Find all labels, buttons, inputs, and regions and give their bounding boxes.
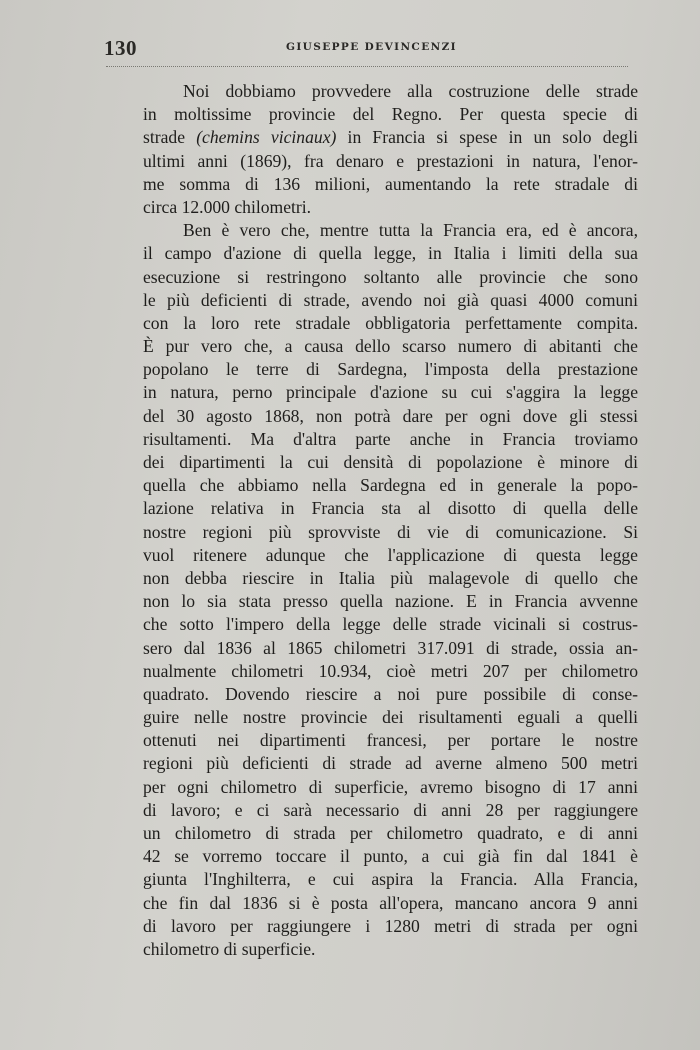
text-line: del 30 agosto 1868, non potrà dare per ogni dove gli stessi bbox=[143, 405, 638, 426]
text-line: 42 se vorremo toccare il punto, a cui già fin dal 1841 è bbox=[143, 846, 638, 867]
text-line: non lo sia stata presso quella nazione. E in Francia avvenne bbox=[143, 591, 638, 612]
text-line: di lavoro; e ci sarà necessario di anni 28 per raggiungere bbox=[143, 799, 638, 820]
body-text bbox=[103, 80, 638, 961]
text-line: dei dipartimenti la cui densità di popolazione è minore di bbox=[143, 452, 638, 472]
paragraph bbox=[103, 80, 638, 219]
text-line: quella che abbiamo nella Sardegna ed in generale la popo- bbox=[143, 475, 638, 496]
page-number: 130 bbox=[104, 36, 137, 60]
text-line bbox=[103, 126, 638, 149]
text-line: il campo d'azione di quella legge, in Italia i limiti della sua bbox=[143, 243, 638, 264]
text-line: non debba riescire in Italia più malagevole di quello che bbox=[143, 567, 638, 588]
text-line: regioni più deficienti di strade ad averne almeno 500 metri bbox=[143, 753, 638, 774]
italic-phrase: (chemins vicinaux) bbox=[196, 127, 337, 148]
text-line: È pur vero che, a causa dello scarso numero di abitanti che bbox=[143, 336, 638, 357]
text-line: in moltissime provincie del Regno. Per questa specie di bbox=[143, 104, 638, 125]
text-line: lazione relativa in Francia sta al disotto di quella delle bbox=[143, 498, 638, 519]
text-line: quadrato. Dovendo riescire a noi pure possibile di conse- bbox=[143, 683, 638, 704]
text-line: di lavoro per raggiungere i 1280 metri di strada per ogni bbox=[143, 915, 638, 936]
text-segment: in Francia si spese in un solo degli bbox=[336, 127, 638, 148]
text-line: risultamenti. Ma d'altra parte anche in Francia troviamo bbox=[143, 428, 638, 449]
text-line: per ogni chilometro di superficie, avremo bisogno di 17 anni bbox=[143, 776, 638, 797]
text-line: le più deficienti di strade, avendo noi già quasi 4000 comuni bbox=[143, 289, 638, 310]
text-line: popolano le terre di Sardegna, l'imposta della prestazione bbox=[143, 359, 638, 380]
text-line: che sotto l'impero della legge delle strade vicinali si costrus- bbox=[143, 614, 638, 635]
header-rule bbox=[106, 66, 628, 67]
text-line: circa 12.000 chilometri. bbox=[143, 196, 312, 217]
text-line: che fin dal 1836 si è posta all'opera, mancano ancora 9 anni bbox=[143, 892, 638, 913]
running-head: GIUSEPPE DEVINCENZI bbox=[286, 41, 457, 53]
text-line: chilometro di superficie. bbox=[143, 938, 316, 959]
text-line: un chilometro di strada per chilometro quadrato, e di anni bbox=[143, 823, 638, 843]
paragraph bbox=[103, 219, 638, 961]
text-line: nostre regioni più sprovviste di vie di comunicazione. Si bbox=[143, 521, 638, 542]
text-line: Ben è vero che, mentre tutta la Francia era, ed è ancora, bbox=[183, 220, 638, 241]
page-header bbox=[104, 36, 644, 66]
text-line: ultimi anni (1869), fra denaro e prestazioni in natura, l'enor- bbox=[143, 150, 638, 171]
text-line: giunta l'Inghilterra, e cui aspira la Francia. Alla Francia, bbox=[143, 869, 638, 890]
text-line: Noi dobbiamo provvedere alla costruzione delle strade bbox=[183, 81, 638, 101]
text-line: in natura, perno principale d'azione su cui s'aggira la legge bbox=[143, 382, 638, 403]
text-segment: strade bbox=[143, 127, 197, 148]
text-line: sero dal 1836 al 1865 chilometri 317.091 di strade, ossia an- bbox=[143, 637, 638, 658]
text-line: me somma di 136 milioni, aumentando la rete stradale di bbox=[143, 173, 638, 194]
text-line: con la loro rete stradale obbligatoria perfettamente compita. bbox=[143, 312, 638, 333]
text-line: guire nelle nostre provincie dei risultamenti eguali a quelli bbox=[143, 707, 638, 728]
text-line: esecuzione si restringono soltanto alle provincie che sono bbox=[143, 266, 638, 287]
text-line: vuol ritenere adunque che l'applicazione di questa legge bbox=[143, 544, 638, 565]
text-line: ottenuti nei dipartimenti francesi, per portare le nostre bbox=[143, 730, 638, 751]
text-line: nualmente chilometri 10.934, cioè metri 207 per chilometro bbox=[143, 660, 638, 681]
